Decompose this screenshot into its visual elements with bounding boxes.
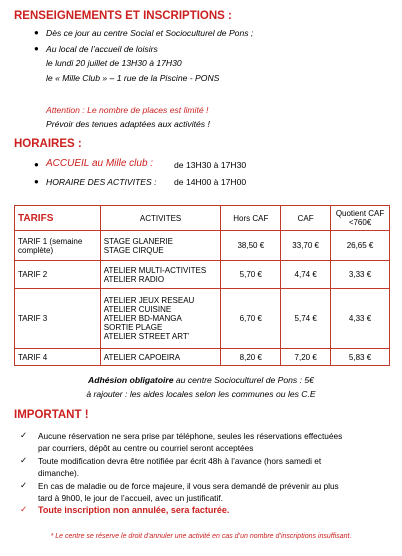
caf-cell: 5,74 € [281, 289, 331, 349]
footnote: * Le centre se réserve le droit d’annuler une activité en cas d’un nombre d’inscriptions insuffisant. [50, 533, 352, 540]
caf-cell: 7,20 € [281, 349, 331, 366]
header-tarifs: TARIFS [15, 206, 101, 231]
activites-cell [100, 231, 221, 261]
activity-item: ATELIER MULTI-ACTIVITES [103, 265, 207, 275]
info-line-4: le « Mille Club » – 1 rue de la Piscine - PONS [46, 73, 220, 83]
check-icon: ✓ [20, 455, 28, 465]
table-row [15, 261, 390, 289]
header-hors-caf: Hors CAF [221, 206, 281, 231]
activites-cell [100, 261, 221, 289]
check-icon: ✓ [20, 480, 28, 490]
activites-label: HORAIRE DES ACTIVITES : [46, 177, 157, 187]
bullet-dot: ● [34, 160, 39, 169]
check-icon: ✓ [20, 504, 28, 514]
tarif-cell: TARIF 4 [15, 349, 101, 366]
activites-cell [100, 289, 221, 349]
info-line-2: Au local de l’accueil de loisirs [46, 44, 158, 54]
section-title-horaires: HORAIRES : [14, 138, 82, 150]
header-quotient: Quotient CAF <760€ [331, 206, 390, 231]
caf-cell: 4,74 € [281, 261, 331, 289]
bullet-dot: ● [34, 44, 39, 53]
hors-caf-cell: 38,50 € [221, 231, 281, 261]
quotient-cell: 5,83 € [331, 349, 390, 366]
activity-item: ATELIER CUISINE [103, 305, 172, 314]
section-title-renseignements: RENSEIGNEMENTS ET INSCRIPTIONS : [14, 10, 232, 22]
quotient-cell: 26,65 € [331, 231, 390, 261]
activity-item: STAGE GLANERIE [103, 236, 173, 246]
important-item-4: Toute inscription non annulée, sera facturée. [38, 505, 230, 515]
important-item-1: Aucune réservation ne sera prise par téléphone, seules les réservations effectuées [38, 431, 343, 441]
important-item-2: Toute modification devra être notifiée par écrit 48h à l’avance (hors samedi et [38, 456, 322, 466]
adhesion-strong: Adhésion obligatoire [88, 375, 174, 385]
tarifs-table [14, 205, 390, 366]
tarif-cell: TARIF 1 (semaine complète) [15, 231, 101, 261]
activity-item: ATELIER CAPOEIRA [103, 352, 181, 362]
activity-item: ATELIER STREET ART’ [103, 332, 190, 341]
quotient-cell: 4,33 € [331, 289, 390, 349]
table-row [15, 349, 390, 366]
important-item-3b: tard à 9h00, le jour de l’accueil, avec un justificatif. [38, 493, 223, 503]
bullet-dot: ● [34, 28, 39, 37]
header-activites: ACTIVITES [100, 206, 221, 231]
adhesion-line [0, 375, 402, 385]
hors-caf-cell: 8,20 € [221, 349, 281, 366]
info-line-3: le lundi 20 juillet de 13H30 à 17H30 [46, 58, 182, 68]
tarif-cell: TARIF 2 [15, 261, 101, 289]
info-line-1: Dès ce jour au centre Social et Socioculturel de Pons ; [46, 28, 254, 38]
header-caf: CAF [281, 206, 331, 231]
table-row [15, 231, 390, 261]
quotient-cell: 3,33 € [331, 261, 390, 289]
activity-item: ATELIER RADIO [103, 274, 165, 284]
table-header-row [15, 206, 390, 231]
tarif-cell: TARIF 3 [15, 289, 101, 349]
check-icon: ✓ [20, 430, 28, 440]
important-item-1b: par courriers, dépôt au centre ou courriel seront acceptées [38, 443, 254, 453]
bullet-dot: ● [34, 177, 39, 186]
hors-caf-cell: 6,70 € [221, 289, 281, 349]
important-item-3: En cas de maladie ou de force majeure, il vous sera demandé de prévenir au plus [38, 481, 339, 491]
caf-cell: 33,70 € [281, 231, 331, 261]
attention-note: Attention : Le nombre de places est limité ! [46, 105, 209, 115]
activity-item: SORTIE PLAGE [103, 323, 163, 332]
adhesion-note: à rajouter : les aides locales selon les communes ou les C.E [86, 389, 316, 399]
accueil-label: ACCUEIL au Mille club : [46, 158, 154, 169]
prevoir-note: Prévoir des tenues adaptées aux activités ! [46, 119, 210, 129]
hors-caf-cell: 5,70 € [221, 261, 281, 289]
section-title-important: IMPORTANT ! [14, 409, 89, 421]
adhesion-rest: au centre Socioculturel de Pons : 5€ [173, 375, 314, 385]
important-item-2b: dimanche). [38, 468, 80, 478]
activity-item: STAGE CIRQUE [103, 245, 164, 255]
activity-item: ATELIER JEUX RESEAU [103, 296, 195, 305]
table-row [15, 289, 390, 349]
accueil-time: de 13H30 à 17H30 [174, 160, 247, 170]
activity-item: ATELIER BD-MANGA [103, 314, 182, 323]
activites-time: de 14H00 à 17H00 [174, 177, 247, 187]
activites-cell [100, 349, 221, 366]
